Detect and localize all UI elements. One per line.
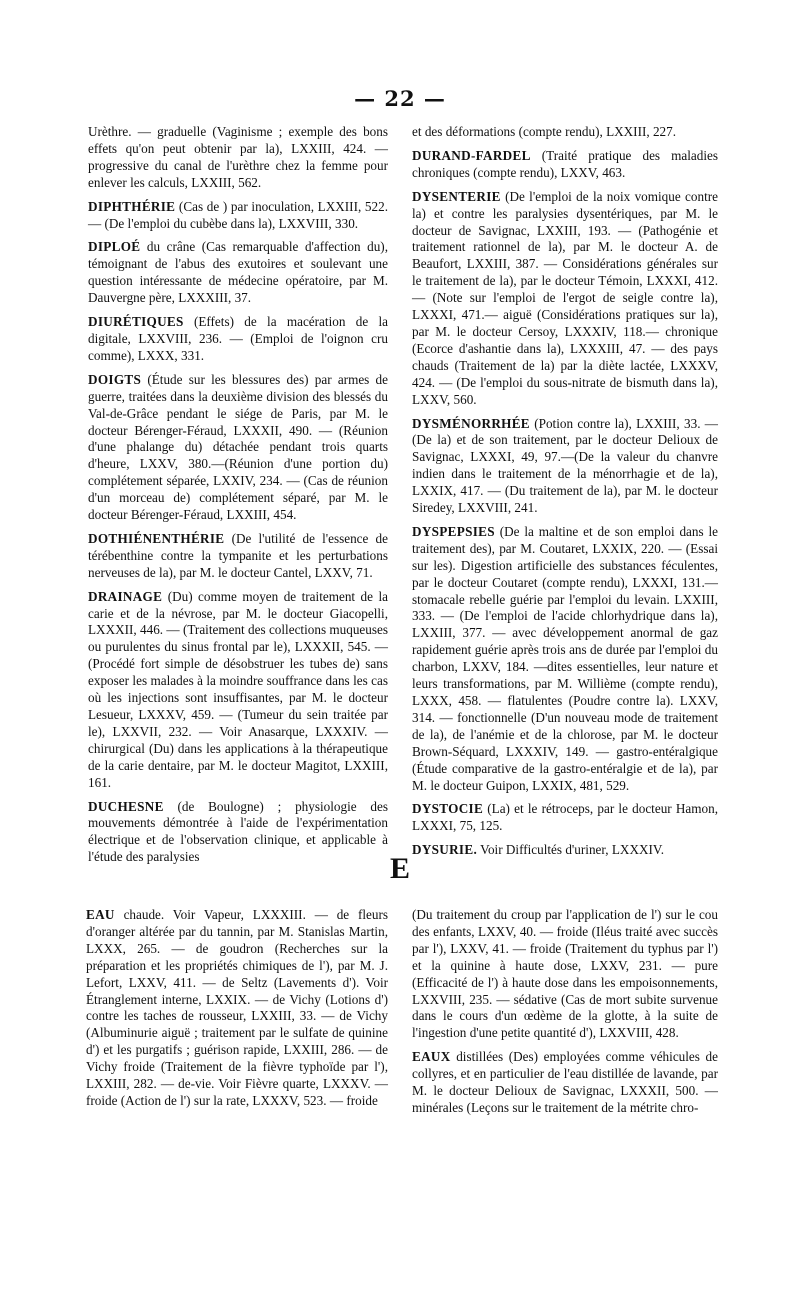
- entry-headword: DIURÉTIQUES: [88, 314, 184, 330]
- index-entry: [412, 416, 718, 517]
- index-entry: [412, 907, 718, 1042]
- index-entry: [88, 124, 388, 192]
- entry-text: (Effets) de la macération de la digitale, LXXVIII, 236. — (Emploi de l'oignon cru comme), LXXX, 331.: [88, 314, 388, 363]
- entry-text: (de Boulogne) ; physiologie des mouvements démontrée à l'aide de l'expérimentation électrique et de l'observation clinique, et applicable à l'étude des paralysies: [88, 798, 388, 865]
- entry-text: (Du traitement du croup par l'application de l') sur le cou des enfants, LXXV, 40. — froide (Iléus traité avec succès par l'), LXXV, 41. — froide (Traitement du typhus par l') et la quinine à haute dose, LXXV, 231. — pure (Efficacité de l') à haute dose dans les empoisonnements, LXXVIII, 235. — sédative (Cas de mort subite survenue dans le cours d'un œdème de la glotte, à la suite de l'ingestion d'une petite quantité d'), LXXVIII, 428.: [412, 907, 718, 1041]
- entry-text: Voir Difficultés d'uriner, LXXXIV.: [477, 842, 665, 858]
- entry-text: (De l'utilité de l'essence de térébenthine contre la tympanite et les perturbations nerveuses de la), par M. le docteur Cantel, LXXV, 71.: [88, 530, 388, 580]
- index-entry: [88, 199, 388, 233]
- index-entry: [88, 531, 388, 582]
- entry-text: (Étude sur les blessures des) par armes de guerre, traitées dans la deuxième division des blessés du Val-de-Grâce pendant le siége de Paris, par M. le docteur Bérenger-Féraud, LXXXII, 490. — (Réunion d'une phalange du) détachée pendant trois quarts d'heure, LXXV, 380.—(Réunion d'une portion du) complétement séparée, LXXIV, 234. — (Cas de réunion d'un morceau de) complétement séparé, par M. le docteur Bérenger-Féraud, LXXIII, 454.: [88, 371, 388, 523]
- entry-headword: DYSPEPSIES: [412, 523, 495, 539]
- entry-text: (De l'emploi de la noix vomique contre la) et contre les paralysies dysentériques, par M. le docteur de Savignac, LXXIII, 193. — (Pathogénie et traitement rationnel de la), par M. le docteur A. de Beaufort, LXXIII, 387. — Considérations générales sur le traitement de la), par le docteur Témoin, LXXXI, 412. — (Note sur l'emploi de l'ergot de seigle contre la), LXXXI, 471.— aiguë (Considérations pratiques sur la), par M. le docteur Cersoy, LXXXIV, 118.— chronique (Ecorce d'ashantie dans la), LXXXIII, 47. — des pays chauds (Traitement de la) par la diète lactée, LXXXV, 424. — (De l'emploi du sous-nitrate de bismuth dans la), LXXV, 560.: [412, 188, 718, 407]
- entry-text: (Traité pratique des maladies chroniques (compte rendu), LXXV, 463.: [412, 147, 718, 180]
- entry-headword: DUCHESNE: [88, 798, 164, 814]
- entry-headword: EAUX: [412, 1049, 451, 1065]
- section-letter: E: [389, 852, 410, 885]
- index-entry: [412, 524, 718, 795]
- entry-headword: DYSENTERIE: [412, 188, 501, 204]
- entry-text: (Potion contre la), LXXIII, 33. — (De la) et de son traitement, par le docteur Delioux de Savignac, LXXXI, 49, 97.—(De la valeur du chanvre indien dans le traitement de la ménorrhagie et de la), LXXIX, 417. — (Du traitement de la), par M. le docteur Siredey, LXXVIII, 241.: [412, 415, 718, 516]
- entry-headword: DURAND-FARDEL: [412, 147, 531, 163]
- entry-headword: EAU: [86, 907, 115, 922]
- entry-text: du crâne (Cas remarquable d'affection du), témoignant de l'abus des exutoires et soulevant une question intéressante de médecine opératoire, par M. Dauvergne père, LXXXIII, 37.: [88, 239, 388, 306]
- entry-text: et des déformations (compte rendu), LXXIII, 227.: [412, 124, 677, 139]
- entry-headword: DYSTOCIE: [412, 801, 484, 817]
- entry-text: Urèthre. — graduelle (Vaginisme ; exemple des bons effets qu'on peut obtenir par la), LXXIII, 424. — progressive du canal de l'urèthre chez la femme pour enlever les calculs, LXXIII, 562.: [88, 124, 388, 190]
- index-entry: [412, 1049, 718, 1117]
- index-entry: [88, 589, 388, 792]
- column-top-right: [412, 124, 718, 866]
- index-entry: [412, 124, 718, 141]
- entry-text: (Du) comme moyen de traitement de la carie et de la névrose, par M. le docteur Giacopelli, LXXXII, 446. — (Traitement des collections muqueuses ou purulentes du sinus frontal par le), LXXXII, 545. —(Procédé fort simple de désobstruer les tubes de) sans exposer les malades à la moindre souffrance dans les cas où les injections sont insuffisantes, par M. le docteur Lesueur, LXXXV, 459. — (Tumeur du sein traitée par le), LXXVII, 232. — Voir Anasarque, LXXXIV. — chirurgical (Du) dans les applications à la thérapeutique de la carie dentaire, par M. le docteur Magitot, LXXIII, 161.: [88, 588, 388, 790]
- entry-headword: DYSURIE.: [412, 842, 478, 858]
- index-entry: [412, 148, 718, 182]
- entry-text: (Cas de ) par inoculation, LXXIII, 522. — (De l'emploi du cubèbe dans la), LXXVIII, 330.: [88, 198, 388, 231]
- entry-headword: DIPHTHÉRIE: [88, 198, 176, 214]
- index-entry: [88, 239, 388, 307]
- entry-text: chaude. Voir Vapeur, LXXXIII. — de fleurs d'oranger altérée par du tannin, par M. Stanislas Martin, LXXX, 265. — de goudron (Recherches sur la préparation et les propriétés chimiques de l'), par M. J. Lefort, LXXV, 411. — de Seltz (Lavements d'). Voir Étranglement interne, LXXIX. — de Vichy (Lotions d') contre les taches de rousseur, LXXIII, 33. — de Vichy (Albuminurie aiguë ; traitement par le sulfate de quinine d') et les purgatifs ; guérison rapide, LXXIII, 286. — de Vichy froide (Traitement de la fièvre typhoïde par l'), LXXIII, 282. — de-vie. Voir Fièvre quarte, LXXXV. — froide (Action de l') sur la rate, LXXXV, 523. — froide: [86, 907, 388, 1108]
- entry-text: (De la maltine et de son emploi dans le traitement des), par M. Coutaret, LXXIX, 220. — (Essai sur les). Digestion artificielle des substances féculentes, par le docteur Coutaret (compte rendu), LXXXI, 131.— stomacale rebelle guérie par l'emploi du levain. LXXIII, 333. — (De l'emploi de l'acide chlorhydrique dans la), LXXIII, 377. — avec développement anormal de gaz rapidement guérie après trois ans de durée par l'emploi du charbon, LXXV, 184. —dites essentielles, leur nature et leurs transformations, par M. Willième (compte rendu), LXXX, 458. — flatulentes (Poudre contre la). LXXV, 314. — fonctionnelle (D'un nouveau mode de traitement de la), de l'anémie et de la chlorose, par M. le docteur Brown-Séquard, LXXXIV, 149. — gastro-entéralgique (Étude comparative de la gastro-entéralgie et de la), par M. le docteur Guipon, LXXIX, 481, 529.: [412, 523, 718, 793]
- column-bottom-left: [86, 907, 388, 1117]
- entry-text: distillées (Des) employées comme véhicules de collyres, et en particulier de l'eau distillée de lavande, par M. le docteur Delioux de Savignac, LXXXII, 500. — minérales (Leçons sur le traitement de la métrite chro-: [412, 1049, 718, 1115]
- column-top-left: [88, 124, 388, 873]
- entry-headword: DOIGTS: [88, 371, 142, 387]
- entry-headword: DYSMÉNORRHÉE: [412, 415, 530, 431]
- index-entry: [86, 907, 388, 1110]
- entry-text: (La) et le rétroceps, par le docteur Hamon, LXXXI, 75, 125.: [412, 801, 718, 834]
- index-entry: [412, 801, 718, 835]
- entry-headword: DOTHIÉNENTHÉRIE: [88, 530, 225, 546]
- index-entry: [88, 372, 388, 524]
- entry-headword: DIPLOÉ: [88, 239, 141, 255]
- index-entry: [412, 189, 718, 409]
- column-bottom-right: [412, 907, 718, 1124]
- entry-headword: DRAINAGE: [88, 588, 163, 604]
- index-entry: [88, 314, 388, 365]
- page-number: — 22 —: [354, 86, 446, 111]
